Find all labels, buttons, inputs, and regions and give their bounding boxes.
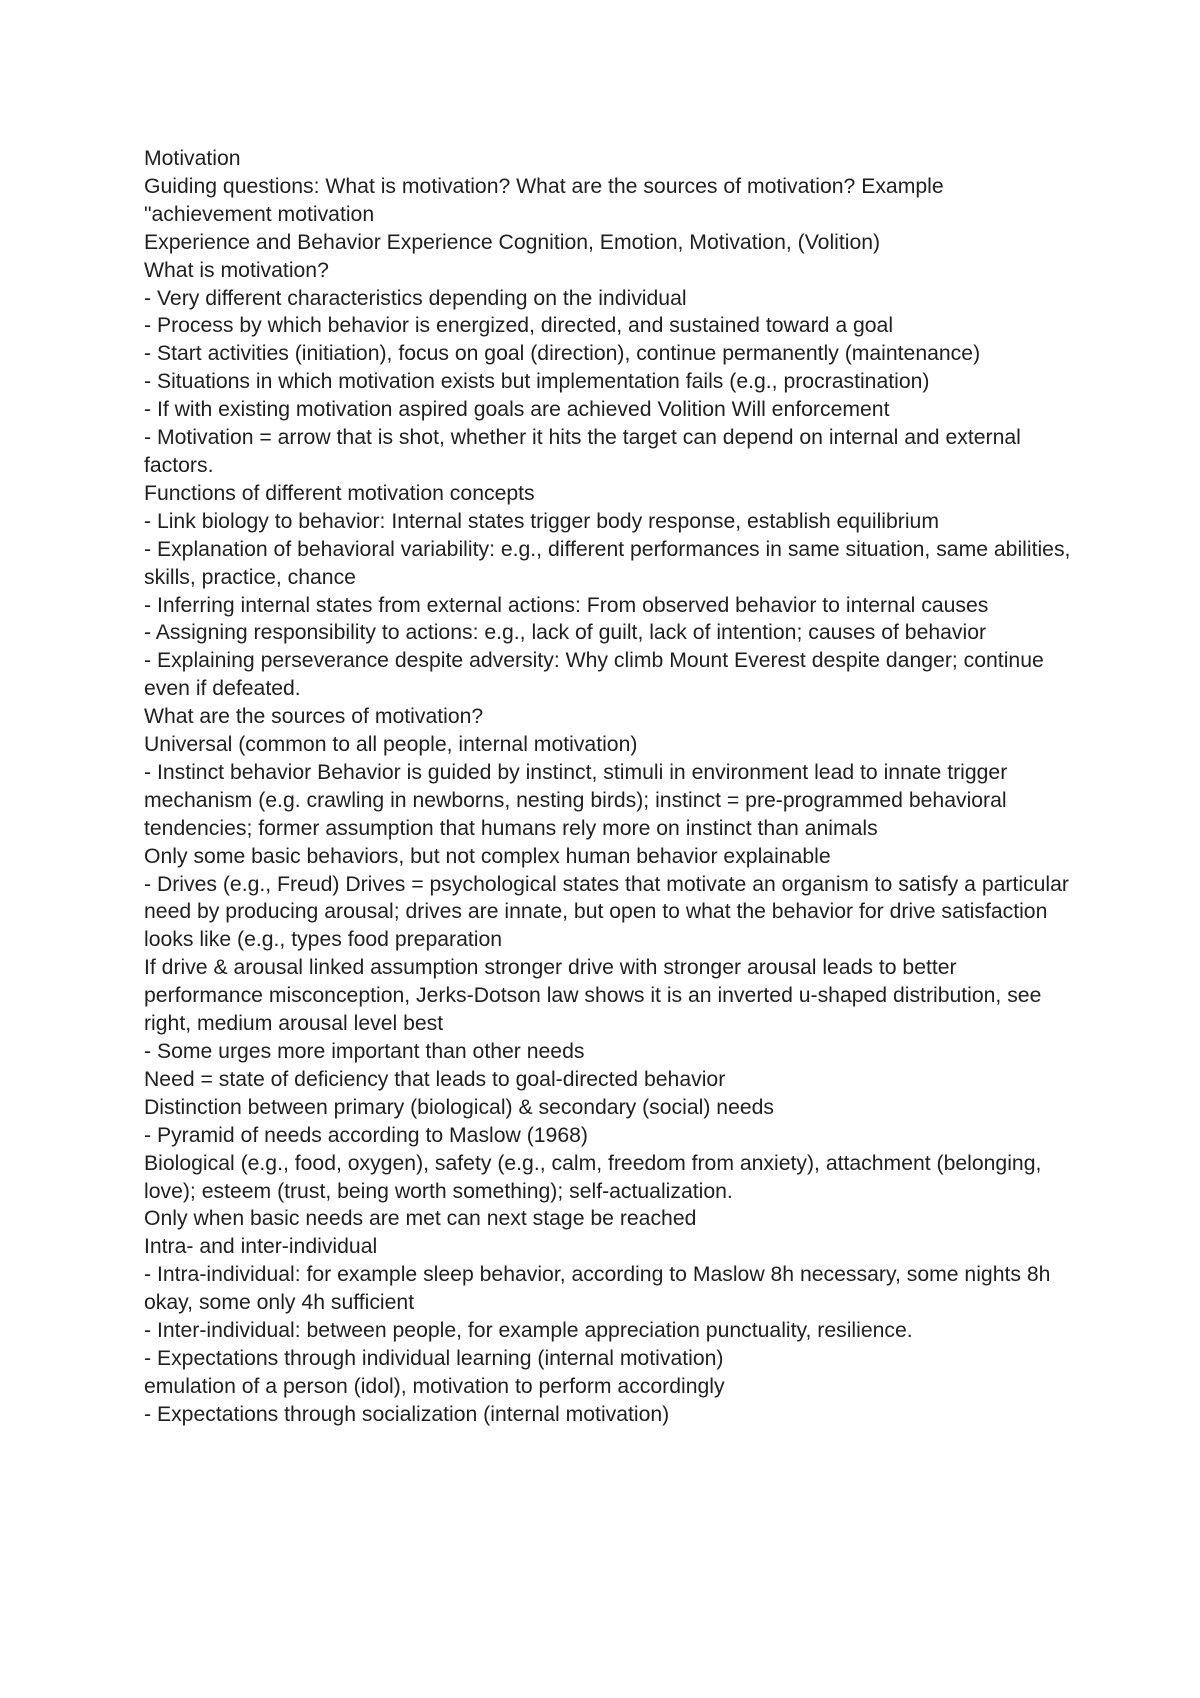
text-line: - Explaining perseverance despite adversity: Why climb Mount Everest despite danger; continue even if defeated.: [144, 649, 1050, 701]
text-line: - Pyramid of needs according to Maslow (1968): [144, 1123, 588, 1147]
text-line: Distinction between primary (biological) & secondary (social) needs: [144, 1095, 775, 1119]
section-heading: Functions of different motivation concepts: [144, 481, 535, 505]
text-line: - Drives (e.g., Freud) Drives = psychological states that motivate an organism to satisfy a particular need by producing arousal; drives are innate, but open to what the behavior for drive satisfaction looks like (e.g., types food preparation: [144, 872, 1075, 952]
text-line: - Inferring internal states from external actions: From observed behavior to internal causes: [144, 593, 989, 617]
text-line: - Expectations through individual learning (internal motivation): [144, 1346, 724, 1370]
text-line: Only when basic needs are met can next stage be reached: [144, 1207, 697, 1231]
text-line: Experience and Behavior Experience Cognition, Emotion, Motivation, (Volition): [144, 230, 881, 254]
text-line: - Explanation of behavioral variability: e.g., different performances in same situation, same abilities, skills, practice, chance: [144, 537, 1077, 589]
text-line: - Expectations through socialization (internal motivation): [144, 1402, 670, 1426]
text-line: - Instinct behavior Behavior is guided by instinct, stimuli in environment lead to innate trigger mechanism (e.g. crawling in newborns, nesting birds); instinct = pre-programmed behavioral tendencies; former assumption that humans rely more on instinct than animals: [144, 760, 1014, 840]
section-heading: What is motivation?: [144, 258, 329, 282]
text-line: Biological (e.g., food, oxygen), safety (e.g., calm, freedom from anxiety), attachment (belonging, love); esteem (trust, being worth something); self-actualization.: [144, 1151, 1048, 1203]
section-heading: Intra- and inter-individual: [144, 1235, 378, 1259]
text-line: If drive & arousal linked assumption stronger drive with stronger arousal leads to better performance misconception, Jerks-Dotson law shows it is an inverted u-shaped distribution, see right, medium arousal level best: [144, 956, 1048, 1036]
text-line: - Very different characteristics depending on the individual: [144, 286, 687, 310]
text-line: - Assigning responsibility to actions: e.g., lack of guilt, lack of intention; causes of behavior: [144, 621, 987, 645]
text-line: emulation of a person (idol), motivation to perform accordingly: [144, 1374, 725, 1398]
text-line: - Process by which behavior is energized, directed, and sustained toward a goal: [144, 314, 894, 338]
text-line: - Motivation = arrow that is shot, whether it hits the target can depend on internal and external factors.: [144, 426, 1027, 477]
text-line: Need = state of deficiency that leads to goal-directed behavior: [144, 1067, 726, 1091]
document-title: Motivation: [144, 147, 241, 170]
text-line: - Situations in which motivation exists but implementation fails (e.g., procrastination): [144, 370, 930, 394]
text-line: - Inter-individual: between people, for example appreciation punctuality, resilience.: [144, 1319, 913, 1343]
text-line: Only some basic behaviors, but not complex human behavior explainable: [144, 844, 831, 868]
text-line: - Intra-individual: for example sleep behavior, according to Maslow 8h necessary, some nights 8h okay, some only 4h sufficient: [144, 1263, 1057, 1315]
text-line: - Link biology to behavior: Internal states trigger body response, establish equilibrium: [144, 509, 939, 533]
document-body: [144, 145, 1077, 1429]
text-line: - Start activities (initiation), focus on goal (direction), continue permanently (maintenance): [144, 342, 981, 366]
text-line: - If with existing motivation aspired goals are achieved Volition Will enforcement: [144, 398, 890, 422]
text-line: Guiding questions: What is motivation? What are the sources of motivation? Example "achievement motivation: [144, 174, 950, 226]
section-heading: What are the sources of motivation?: [144, 705, 484, 729]
text-line: Universal (common to all people, internal motivation): [144, 733, 638, 757]
text-line: - Some urges more important than other needs: [144, 1040, 585, 1063]
